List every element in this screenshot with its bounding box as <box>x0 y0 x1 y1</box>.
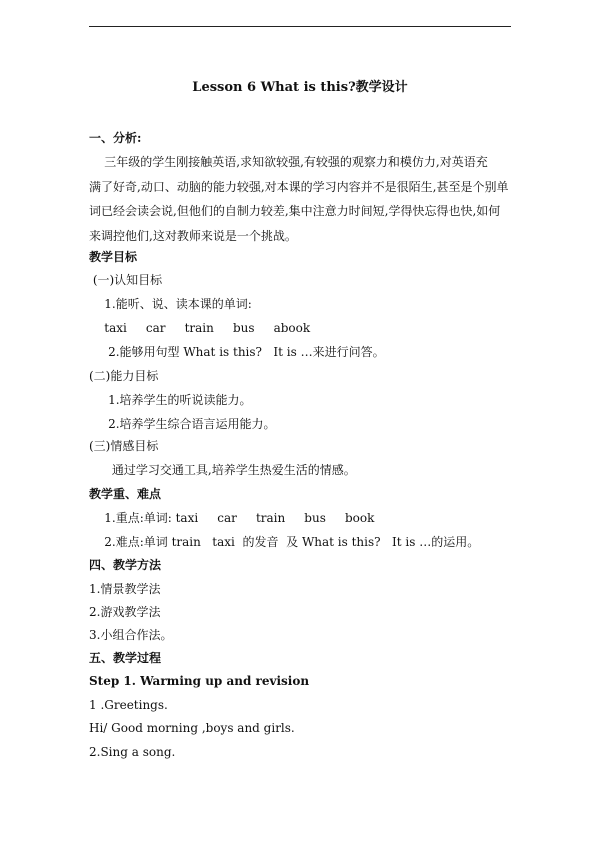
process-line: 1 .Greetings. <box>89 698 168 712</box>
cognitive-goal-heading: (一)认知目标 <box>89 273 163 287</box>
analysis-paragraph <box>89 150 519 248</box>
document-title: Lesson 6 What is this?教学设计 <box>192 80 408 95</box>
analysis-heading: 一、分析: <box>89 131 142 145</box>
cognitive-goal-item-1: 1.能听、说、读本课的单词: <box>89 297 252 311</box>
method-item: 2.游戏教学法 <box>89 605 161 619</box>
keypoint-item-1: 1.重点:单词: taxi car train bus book <box>89 511 375 525</box>
emotion-goal-item-1: 通过学习交通工具,培养学生热爱生活的情感。 <box>89 463 356 477</box>
ability-goal-item-1: 1.培养学生的听说读能力。 <box>89 393 252 407</box>
emotion-goal-heading: (三)情感目标 <box>89 439 159 453</box>
method-item: 1.情景教学法 <box>89 582 161 596</box>
methods-heading: 四、教学方法 <box>89 558 162 572</box>
method-item: 3.小组合作法。 <box>89 628 173 642</box>
analysis-line: 来调控他们,这对教师来说是一个挑战。 <box>89 228 297 243</box>
analysis-line: 三年级的学生刚接触英语,求知欲较强,有较强的观察力和模仿力,对英语充 <box>89 155 488 169</box>
header-rule <box>89 26 511 27</box>
process-heading: 五、教学过程 <box>89 651 162 665</box>
goals-heading: 教学目标 <box>89 250 138 264</box>
analysis-line: 满了好奇,动口、动脑的能力较强,对本课的学习内容并不是很陌生,甚至是个别单 <box>89 179 509 194</box>
cognitive-goal-item-2: 2.能够用句型 What is this? It is …来进行问答。 <box>89 345 385 359</box>
analysis-line: 词已经会读会说,但他们的自制力较差,集中注意力时间短,学得快忘得也快,如何 <box>89 204 501 218</box>
ability-goal-item-2: 2.培养学生综合语言运用能力。 <box>89 417 276 431</box>
process-line: 2.Sing a song. <box>89 745 176 759</box>
process-line: Hi/ Good morning ,boys and girls. <box>89 721 295 735</box>
keypoints-heading: 教学重、难点 <box>89 487 162 501</box>
keypoint-item-2: 2.难点:单词 train taxi 的发音 及 What is this? It is …的运用。 <box>89 535 480 549</box>
ability-goal-heading: (二)能力目标 <box>89 369 159 383</box>
vocabulary-list: taxi car train bus abook <box>89 321 311 335</box>
step1-heading: Step 1. Warming up and revision <box>89 674 310 688</box>
